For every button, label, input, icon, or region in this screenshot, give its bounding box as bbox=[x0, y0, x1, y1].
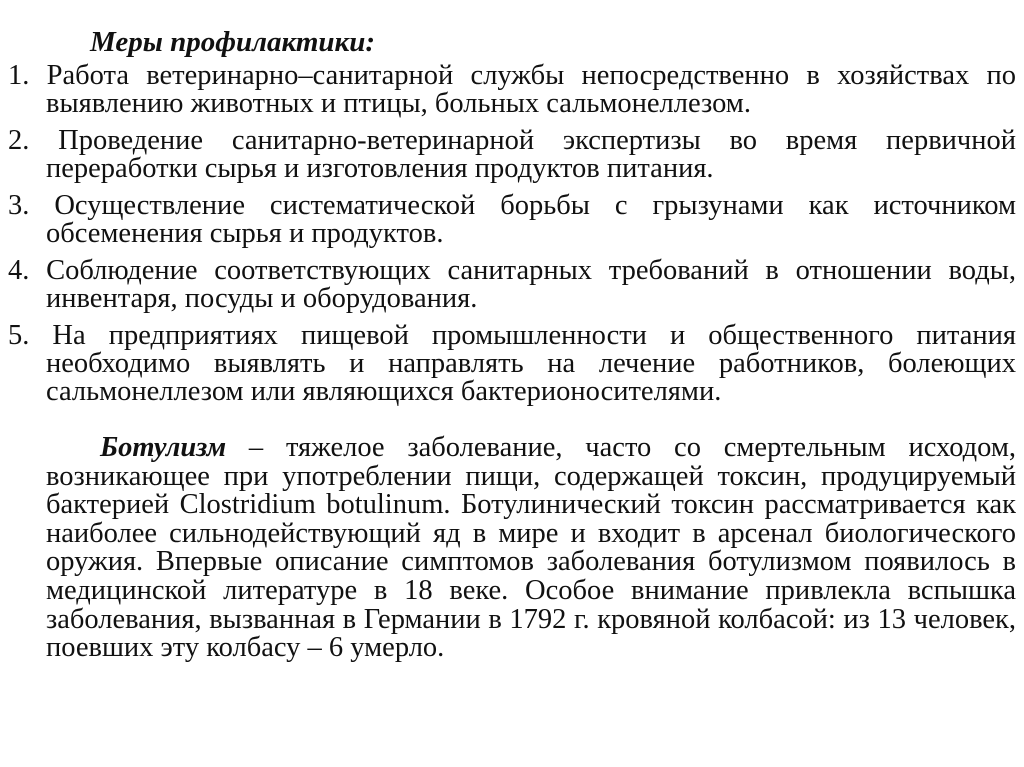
prevention-heading: Меры профилактики: bbox=[90, 26, 376, 58]
measure-item: 1. Работа ветеринарно–санитарной службы непосредственно в хозяйствах по выявлению животных и птицы, больных сальмонеллезом. bbox=[8, 60, 1016, 119]
botulism-term: Ботулизм bbox=[100, 432, 227, 463]
botulism-description: – тяжелое заболевание, часто со смертельным исходом, возникающее при употреблении пищи, содержащей токсин, продуцируемый бактерией Clostridium botulinum. Ботулинический токсин рассматривается как наиболее сильнодействующий яд в мире и входит в арсенал биологического оружия. Впервые описание симптомов заболевания ботулизмом появилось в медицинской литературе в 18 веке. Особое внимание привлекла вспышка заболевания, вызванная в Германии в 1792 г. кровяной колбасой: из 13 человек, поевших эту колбасу – 6 умерло. bbox=[46, 432, 1016, 664]
measure-item: 5. На предприятиях пищевой промышленности и общественного питания необходимо выявлять и направлять на лечение работников, болеющих сальмонеллезом или являющихся бактерионосителями. bbox=[8, 320, 1016, 407]
botulism-paragraph bbox=[46, 434, 1016, 663]
measure-item: 4. Соблюдение соответствующих санитарных требований в отношении воды, инвентаря, посуды и оборудования. bbox=[8, 255, 1016, 314]
prevention-measures-list bbox=[8, 62, 1016, 415]
measure-item: 3. Осуществление систематической борьбы с грызунами как источником обсеменения сырья и продуктов. bbox=[8, 190, 1016, 249]
measure-item: 2. Проведение санитарно-ветеринарной экспертизы во время первичной переработки сырья и изготовления продуктов питания. bbox=[8, 125, 1016, 184]
